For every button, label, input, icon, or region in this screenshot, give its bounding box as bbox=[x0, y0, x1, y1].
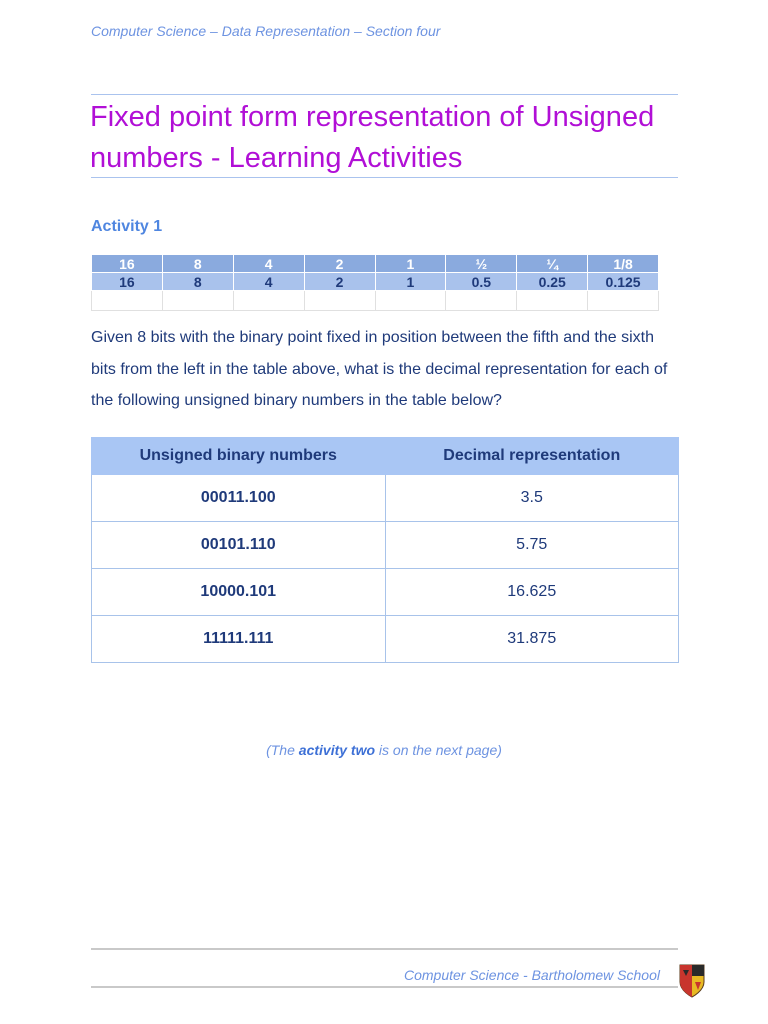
binary-cell: 11111.111 bbox=[92, 616, 386, 663]
bit-value-row bbox=[92, 273, 659, 291]
bit-value-cell: 4 bbox=[233, 273, 304, 291]
note-emphasis: activity two bbox=[298, 742, 376, 758]
table-row bbox=[92, 616, 679, 663]
footer-divider-top bbox=[91, 948, 678, 950]
bit-label-cell: 2 bbox=[304, 255, 375, 273]
answers-table bbox=[91, 437, 679, 663]
title-divider bbox=[91, 177, 678, 178]
decimal-cell: 3.5 bbox=[385, 475, 679, 522]
table-row bbox=[92, 522, 679, 569]
next-page-note bbox=[0, 742, 768, 758]
activity-heading: Activity 1 bbox=[91, 218, 163, 235]
bit-label-cell: ½ bbox=[446, 255, 517, 273]
empty-cell bbox=[162, 291, 233, 311]
bit-value-cell: 0.5 bbox=[446, 273, 517, 291]
note-suffix: is on the next page) bbox=[375, 742, 502, 758]
empty-cell bbox=[304, 291, 375, 311]
binary-cell: 10000.101 bbox=[92, 569, 386, 616]
note-prefix: (The bbox=[266, 742, 299, 758]
empty-cell bbox=[92, 291, 163, 311]
bit-label-cell: 1 bbox=[375, 255, 446, 273]
bit-value-cell: 16 bbox=[92, 273, 163, 291]
decimal-cell: 5.75 bbox=[385, 522, 679, 569]
binary-cell: 00101.110 bbox=[92, 522, 386, 569]
decimal-cell: 16.625 bbox=[385, 569, 679, 616]
bit-value-cell: 2 bbox=[304, 273, 375, 291]
footer-divider-bottom bbox=[91, 986, 678, 988]
binary-cell: 00011.100 bbox=[92, 475, 386, 522]
decimal-cell: 31.875 bbox=[385, 616, 679, 663]
empty-cell bbox=[517, 291, 588, 311]
page-header-text: Computer Science – Data Representation – Section four bbox=[91, 23, 441, 39]
header-divider bbox=[91, 94, 678, 95]
bit-empty-row bbox=[92, 291, 659, 311]
answers-header-row bbox=[92, 438, 679, 475]
bit-weights-table bbox=[91, 254, 659, 311]
bit-value-cell: 0.125 bbox=[588, 273, 659, 291]
question-text: Given 8 bits with the binary point fixed in position between the fifth and the sixth bits from the left in the table above, what is the decimal representation for each of the following unsigned binary numbers in the table below? bbox=[91, 329, 668, 409]
bit-label-cell: ¼ bbox=[517, 255, 588, 273]
bit-label-cell: 8 bbox=[162, 255, 233, 273]
empty-cell bbox=[233, 291, 304, 311]
page-title bbox=[90, 97, 690, 179]
bit-label-cell: 4 bbox=[233, 255, 304, 273]
footer-text: Computer Science - Bartholomew School bbox=[403, 967, 660, 983]
empty-cell bbox=[446, 291, 517, 311]
bit-label-cell: 1/8 bbox=[588, 255, 659, 273]
empty-cell bbox=[375, 291, 446, 311]
page-title-line-1: Fixed point form representation of Unsigned bbox=[90, 101, 655, 133]
bit-label-row bbox=[92, 255, 659, 273]
school-crest-icon bbox=[679, 964, 705, 998]
table-row bbox=[92, 475, 679, 522]
bit-value-cell: 1 bbox=[375, 273, 446, 291]
bit-label-cell: 16 bbox=[92, 255, 163, 273]
bit-value-cell: 0.25 bbox=[517, 273, 588, 291]
empty-cell bbox=[588, 291, 659, 311]
column-header-decimal: Decimal representation bbox=[385, 438, 679, 475]
column-header-binary: Unsigned binary numbers bbox=[92, 438, 386, 475]
table-row bbox=[92, 569, 679, 616]
page-title-line-2: numbers - Learning Activities bbox=[90, 142, 463, 174]
bit-value-cell: 8 bbox=[162, 273, 233, 291]
